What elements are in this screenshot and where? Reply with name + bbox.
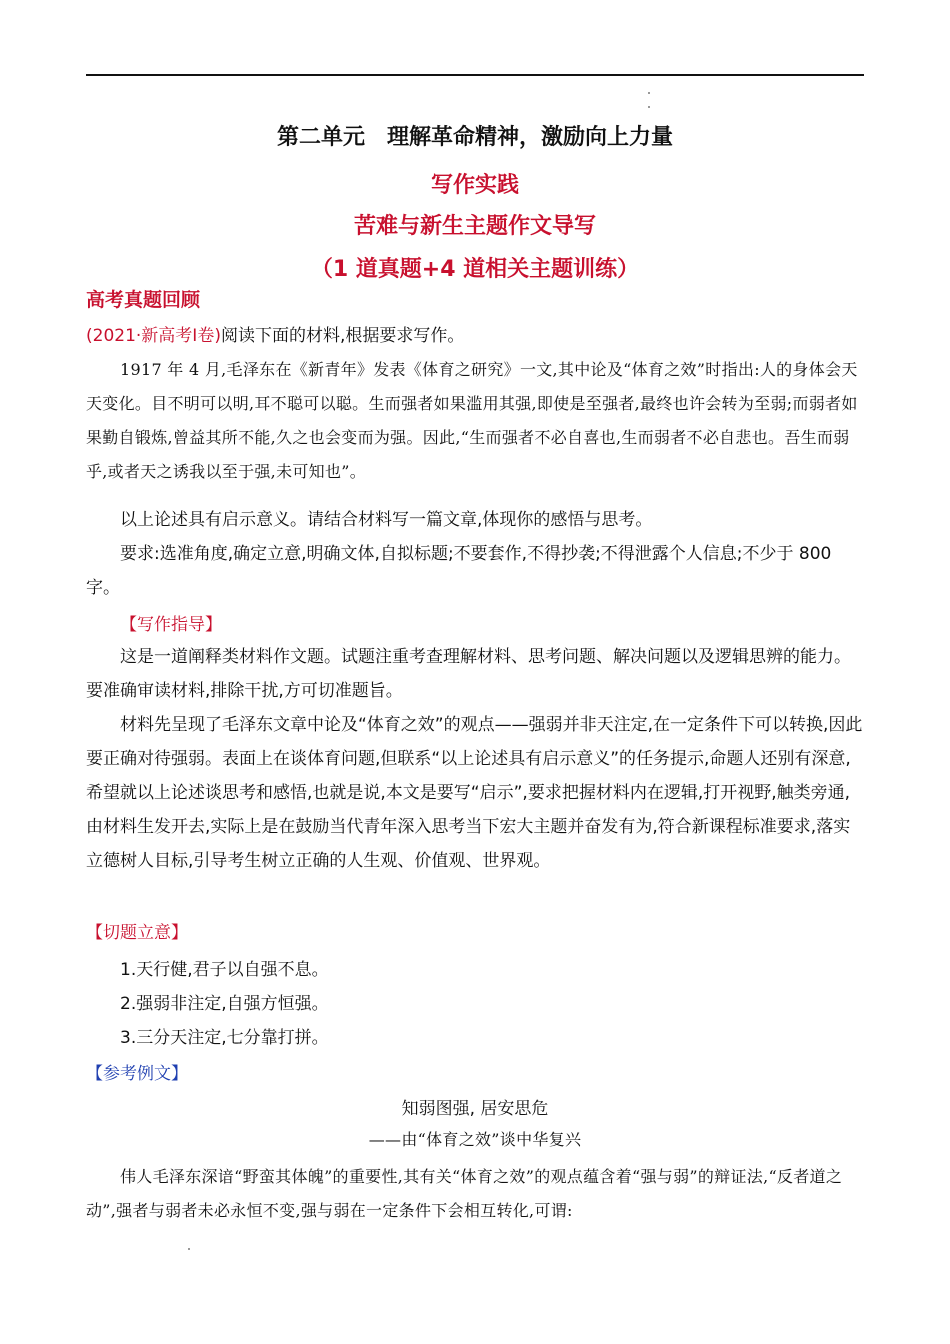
- speck-mark: [648, 92, 650, 94]
- speck-mark: [188, 1248, 190, 1250]
- exam-source-line: [86, 321, 464, 346]
- sample-essay-body: 伟人毛泽东深谙“野蛮其体魄”的重要性,其有关“体育之效”的观点蕴含着“强与弱”的辩证法,“反者道之动”,强者与弱者未必永恒不变,强与弱在一定条件下会相互转化,可谓:: [86, 1167, 843, 1220]
- sample-essay-title: 知弱图强, 居安思危: [401, 1099, 549, 1119]
- idea-item: 2.强弱非注定,自强方恒强。: [120, 994, 329, 1014]
- speck-mark: [648, 106, 650, 108]
- exam-instruction: 阅读下面的材料,根据要求写作。: [220, 326, 465, 346]
- writing-guide-label: 【写作指导】: [120, 615, 222, 635]
- idea-item: 1.天行健,君子以自强不息。: [120, 960, 329, 980]
- exam-review-heading: 高考真题回顾: [86, 289, 201, 311]
- section-title: 写作实践: [430, 173, 519, 198]
- guide-paragraph-2: 材料先呈现了毛泽东文章中论及“体育之效”的观点——强弱并非天注定,在一定条件下可以转换,因此要正确对待强弱。表面上在谈体育问题,但联系“以上论述具有启示意义”的任务提示,命题人还别有深意,希望就以上论述谈思考和感悟,也就是说,本文是要写“启示”,要求把握材料内在逻辑,打开视野,触类旁通,由材料生发开去,实际上是在鼓励当代青年深入思考当下宏大主题并奋发有为,符合新课程标准要求,落实立德树人目标,引导考生树立正确的人生观、价值观、世界观。: [86, 715, 863, 871]
- idea-item: 3.三分天注定,七分靠打拼。: [120, 1028, 329, 1048]
- guide-paragraph-1: 这是一道阐释类材料作文题。试题注重考查理解材料、思考问题、解决问题以及逻辑思辨的能力。要准确审读材料,排除干扰,方可切准题旨。: [86, 647, 851, 701]
- sample-essay-label: 【参考例文】: [86, 1064, 188, 1084]
- task-paragraph: 以上论述具有启示意义。请结合材料写一篇文章,体现你的感悟与思考。: [120, 510, 653, 530]
- top-rule: [86, 74, 864, 76]
- essay-theme-title: 苦难与新生主题作文导写: [353, 214, 596, 239]
- theme-ideas-label: 【切题立意】: [86, 923, 188, 943]
- sample-essay-subtitle: ——由“体育之效”谈中华复兴: [368, 1130, 582, 1149]
- material-paragraph: 1917 年 4 月,毛泽东在《新青年》发表《体育之研究》一文,其中论及“体育之效”时指出:人的身体会天天变化。目不明可以明,耳不聪可以聪。生而强者如果滥用其强,即使是至强者,最终也许会转为至弱;而弱者如果勤自锻炼,曾益其所不能,久之也会变而为强。因此,“生而强者不必自喜也,生而弱者不必自悲也。吾生而弱乎,或者天之诱我以至于强,未可知也”。: [86, 360, 858, 481]
- question-count-line: （1 道真题+4 道相关主题训练）: [310, 257, 640, 282]
- exam-source: (2021·新高考Ⅰ卷): [86, 326, 221, 346]
- requirements-paragraph: 要求:选准角度,确定立意,明确文体,自拟标题;不要套作,不得抄袭;不得泄露个人信息;不少于 800 字。: [86, 544, 832, 598]
- unit-title: 第二单元 理解革命精神，激励向上力量: [276, 125, 673, 150]
